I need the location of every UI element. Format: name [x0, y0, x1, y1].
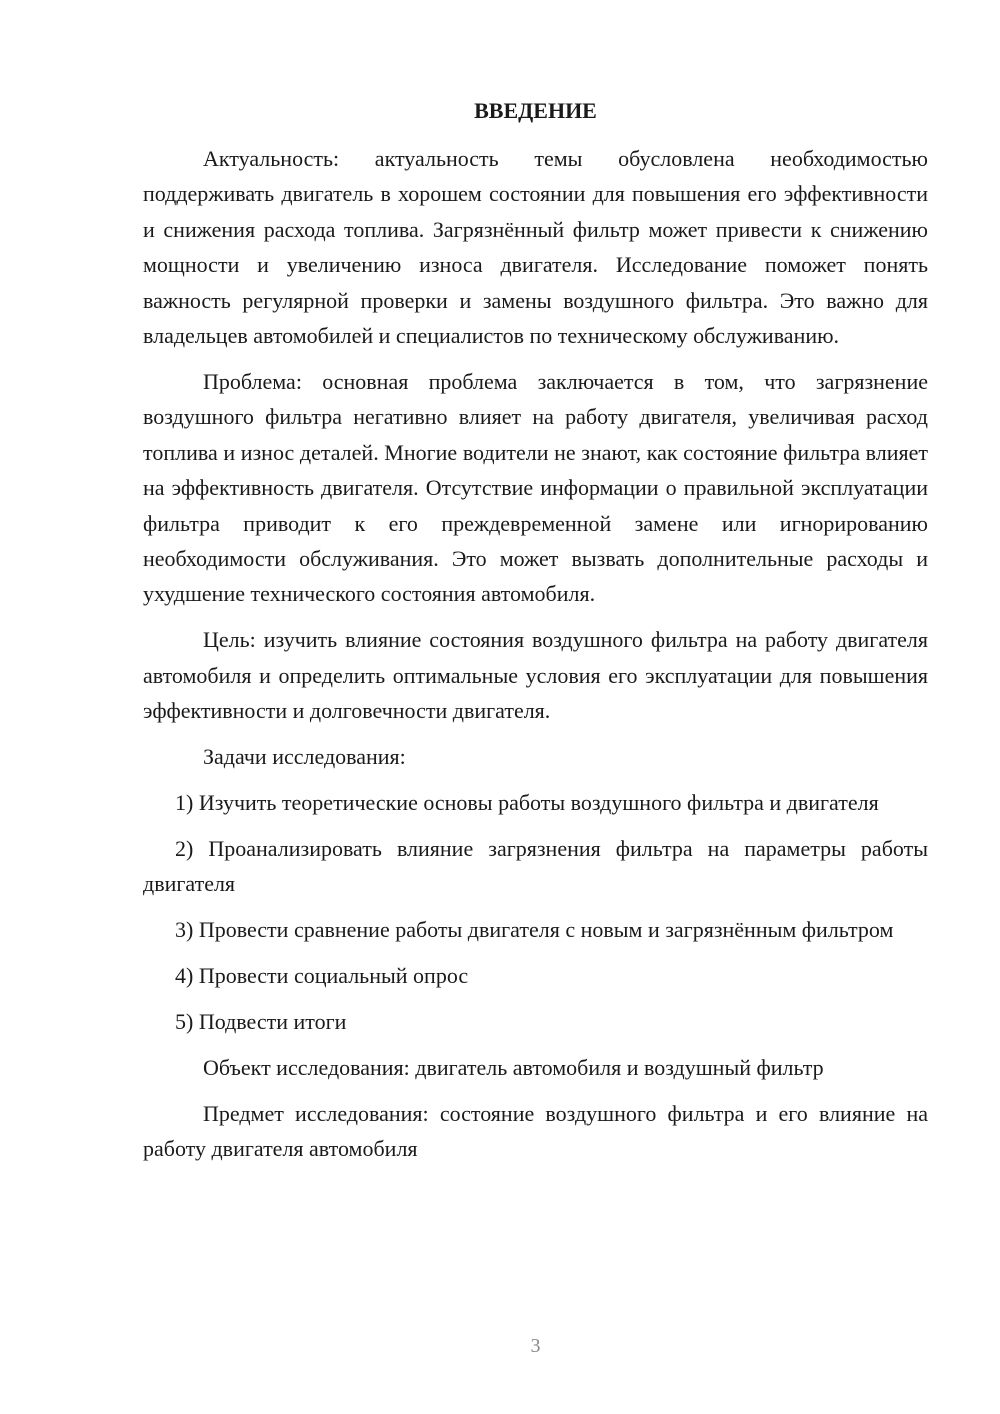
paragraph-problem: Проблема: основная проблема заключается в том, что загрязнение воздушного фильтра негативно влияет на работу двигателя, увеличивая расход топлива и износ деталей. Многие водители не знают, как состояние фильтра влияет на эффективность двигателя. Отсутствие информации о правильной эксплуатации фильтра приводит к его преждевременной замене или игнорированию необходимости обслуживания. Это может вызвать дополнительные расходы и ухудшение технического состояния автомобиля.: [143, 368, 928, 607]
paragraph-tasks-heading: Задачи исследования:: [203, 744, 406, 769]
page-number: 3: [530, 1335, 541, 1357]
task-item-1: 1) Изучить теоретические основы работы воздушного фильтра и двигателя: [175, 789, 879, 815]
task-item-2: 2) Проанализировать влияние загрязнения фильтра на параметры работы двигателя: [143, 835, 928, 897]
document-body: [143, 141, 928, 1167]
paragraph-object: Объект исследования: двигатель автомобиля и воздушный фильтр: [203, 1054, 824, 1080]
paragraph-goal: Цель: изучить влияние состояния воздушного фильтра на работу двигателя автомобиля и определить оптимальные условия его эксплуатации для повышения эффективности и долговечности двигателя.: [143, 627, 928, 724]
task-item-5: 5) Подвести итоги: [175, 1008, 347, 1034]
task-item-4: 4) Провести социальный опрос: [175, 963, 469, 989]
task-item-3: 3) Провести сравнение работы двигателя с новым и загрязнённым фильтром: [175, 917, 894, 943]
paragraph-subject: Предмет исследования: состояние воздушного фильтра и его влияние на работу двигателя автомобиля: [143, 1100, 928, 1162]
paragraph-relevance: Актуальность: актуальность темы обусловлена необходимостью поддерживать двигатель в хорошем состоянии для повышения его эффективности и снижения расхода топлива. Загрязнённый фильтр может привести к снижению мощности и увеличению износа двигателя. Исследование поможет понять важность регулярной проверки и замены воздушного фильтра. Это важно для владельцев автомобилей и специалистов по техническому обслуживанию.: [143, 146, 928, 349]
page-title: ВВЕДЕНИЕ: [474, 98, 597, 123]
document-page: [143, 0, 928, 1414]
